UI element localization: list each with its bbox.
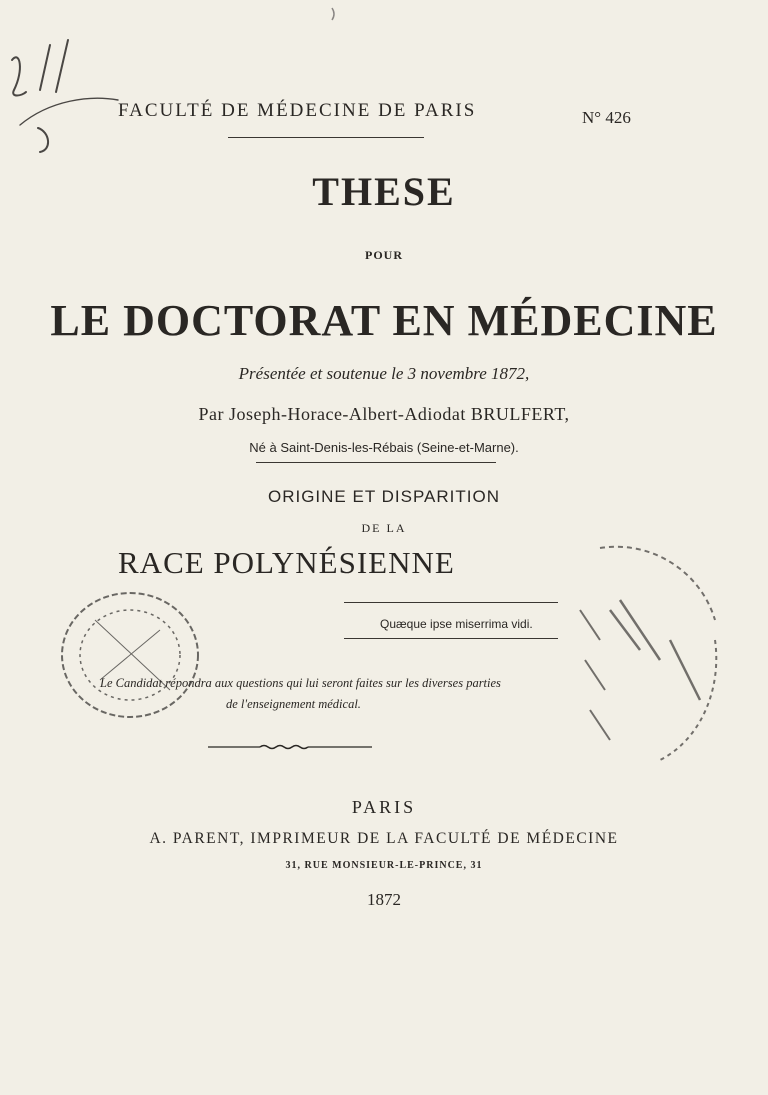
library-stamp-right xyxy=(580,547,716,760)
birthplace-line: Né à Saint-Denis-les-Rébais (Seine-et-Marne). xyxy=(249,440,519,455)
handwritten-annotation xyxy=(12,40,118,152)
subject-line-2: DE LA xyxy=(361,521,407,535)
imprint-city: PARIS xyxy=(351,797,417,817)
candidate-note-line-1: Le Candidat répondra aux questions qui lui seront faites sur les diverses parties xyxy=(100,676,501,690)
library-stamp-left xyxy=(62,593,198,717)
imprint-year: 1872 xyxy=(367,890,401,909)
pour-label: POUR xyxy=(365,248,403,262)
faculty-heading: FACULTÉ DE MÉDECINE DE PARIS xyxy=(118,100,477,121)
imprint-printer: A. PARENT, IMPRIMEUR DE LA FACULTÉ DE MÉDECINE xyxy=(149,830,619,847)
presentation-date: Présentée et soutenue le 3 novembre 1872, xyxy=(238,364,530,383)
degree-title: LE DOCTORAT EN MÉDECINE xyxy=(50,296,718,345)
author-line: Par Joseph-Horace-Albert-Adiodat BRULFERT, xyxy=(198,404,570,424)
subject-title: RACE POLYNÉSIENNE xyxy=(118,545,455,580)
pencil-mark xyxy=(332,8,334,20)
candidate-note-line-2: de l'enseignement médical. xyxy=(226,697,361,711)
epigraph: Quæque ipse miserrima vidi. xyxy=(380,617,533,631)
thesis-title: THESE xyxy=(312,169,456,214)
ornament-rule xyxy=(208,746,372,749)
subject-line-1: ORIGINE ET DISPARITION xyxy=(267,487,500,506)
thesis-number: N° 426 xyxy=(582,108,631,127)
imprint-address: 31, RUE MONSIEUR-LE-PRINCE, 31 xyxy=(285,860,483,871)
